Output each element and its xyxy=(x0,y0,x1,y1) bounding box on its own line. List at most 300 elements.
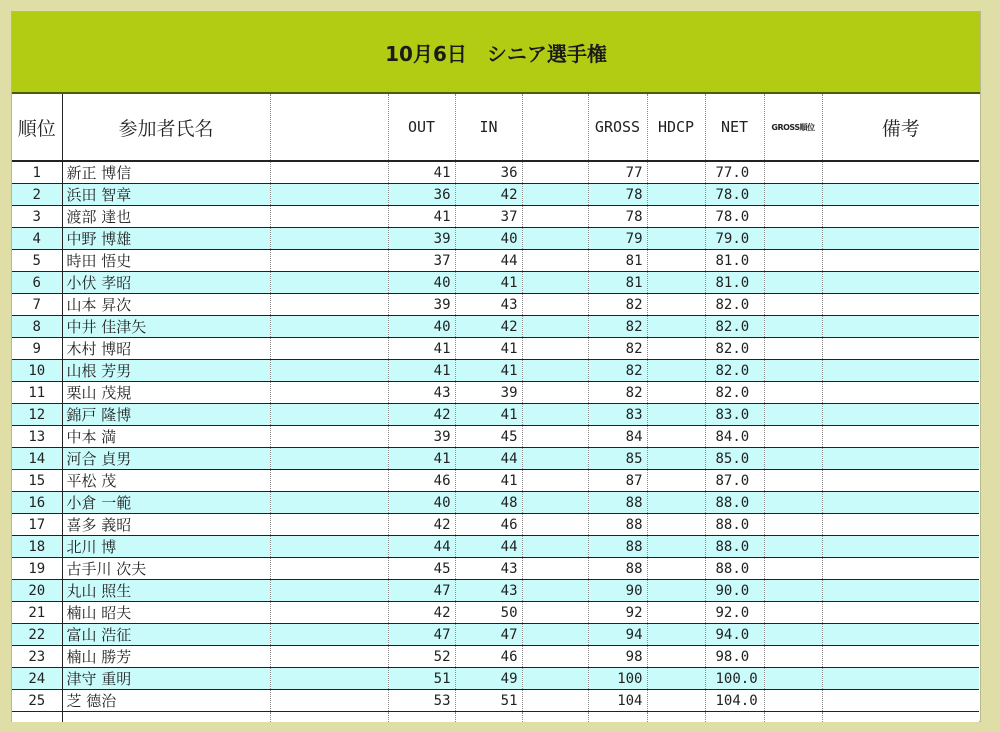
remarks-cell xyxy=(822,624,979,646)
name-cell: 中野 博雄 xyxy=(62,228,270,250)
blank-cell xyxy=(270,536,388,558)
gross-cell: 88 xyxy=(588,492,647,514)
remarks-cell xyxy=(822,602,979,624)
name-cell: 山根 芳男 xyxy=(62,360,270,382)
in-cell: 46 xyxy=(455,514,522,536)
gross-rank-cell xyxy=(764,272,822,294)
hdcp-cell xyxy=(647,470,705,492)
in-cell: 43 xyxy=(455,294,522,316)
rank-cell: 12 xyxy=(12,404,62,426)
net-cell: 78.0 xyxy=(705,184,764,206)
in-cell: 42 xyxy=(455,316,522,338)
gross-cell: 83 xyxy=(588,404,647,426)
in-cell: 46 xyxy=(455,646,522,668)
out-cell: 41 xyxy=(388,161,455,184)
remarks-cell xyxy=(822,514,979,536)
remarks-cell xyxy=(822,316,979,338)
remarks-cell xyxy=(822,294,979,316)
rank-cell: 25 xyxy=(12,690,62,712)
net-cell: 88.0 xyxy=(705,514,764,536)
table-row xyxy=(12,470,979,492)
blank-cell xyxy=(270,646,388,668)
table-row xyxy=(12,382,979,404)
rank-cell: 17 xyxy=(12,514,62,536)
net-cell: 92.0 xyxy=(705,602,764,624)
blank-cell xyxy=(522,536,588,558)
blank-cell xyxy=(270,294,388,316)
gross-cell: 88 xyxy=(588,558,647,580)
remarks-cell xyxy=(822,338,979,360)
name-cell: 楠山 勝芳 xyxy=(62,646,270,668)
gross-cell: 94 xyxy=(588,624,647,646)
gross-cell: 82 xyxy=(588,382,647,404)
remarks-cell xyxy=(822,250,979,272)
blank-cell xyxy=(270,426,388,448)
name-cell: 木村 博昭 xyxy=(62,338,270,360)
table-row xyxy=(12,404,979,426)
header-out: OUT xyxy=(388,94,455,161)
out-cell: 37 xyxy=(388,250,455,272)
net-cell: 94.0 xyxy=(705,624,764,646)
out-cell: 42 xyxy=(388,404,455,426)
in-cell: 41 xyxy=(455,272,522,294)
gross-rank-cell xyxy=(764,184,822,206)
remarks-cell xyxy=(822,382,979,404)
header-rank: 順位 xyxy=(12,94,62,161)
gross-rank-cell xyxy=(764,602,822,624)
name-cell: 渡部 達也 xyxy=(62,206,270,228)
blank-cell xyxy=(270,338,388,360)
hdcp-cell xyxy=(647,382,705,404)
gross-rank-cell xyxy=(764,580,822,602)
in-cell: 41 xyxy=(455,470,522,492)
hdcp-cell xyxy=(647,161,705,184)
blank-cell xyxy=(522,272,588,294)
gross-cell: 82 xyxy=(588,338,647,360)
name-cell: 山本 昇次 xyxy=(62,294,270,316)
gross-rank-cell xyxy=(764,690,822,712)
hdcp-cell xyxy=(647,316,705,338)
gross-rank-cell xyxy=(764,426,822,448)
gross-cell: 104 xyxy=(588,690,647,712)
blank-cell xyxy=(270,382,388,404)
in-cell: 44 xyxy=(455,536,522,558)
table-row xyxy=(12,161,979,184)
remarks-cell xyxy=(822,360,979,382)
header-in: IN xyxy=(455,94,522,161)
out-cell: 41 xyxy=(388,360,455,382)
out-cell: 41 xyxy=(388,338,455,360)
out-cell: 41 xyxy=(388,206,455,228)
gross-cell: 85 xyxy=(588,448,647,470)
table-header-row xyxy=(12,94,979,161)
hdcp-cell xyxy=(647,668,705,690)
gross-rank-cell xyxy=(764,228,822,250)
gross-rank-cell xyxy=(764,558,822,580)
rank-cell: 1 xyxy=(12,161,62,184)
remarks-cell xyxy=(822,161,979,184)
hdcp-cell xyxy=(647,184,705,206)
rank-cell: 7 xyxy=(12,294,62,316)
name-cell: 中井 佳津矢 xyxy=(62,316,270,338)
results-table xyxy=(12,94,979,722)
name-cell: 新正 博信 xyxy=(62,161,270,184)
results-sheet xyxy=(11,11,981,722)
rank-cell: 10 xyxy=(12,360,62,382)
blank-cell xyxy=(522,294,588,316)
remarks-cell xyxy=(822,690,979,712)
remarks-cell xyxy=(822,492,979,514)
net-cell: 88.0 xyxy=(705,558,764,580)
remarks-cell xyxy=(822,536,979,558)
out-cell: 44 xyxy=(388,536,455,558)
gross-cell: 92 xyxy=(588,602,647,624)
blank-cell xyxy=(270,470,388,492)
gross-cell: 82 xyxy=(588,294,647,316)
gross-cell: 82 xyxy=(588,360,647,382)
gross-rank-cell xyxy=(764,338,822,360)
out-cell: 36 xyxy=(388,184,455,206)
rank-cell: 9 xyxy=(12,338,62,360)
in-cell: 41 xyxy=(455,404,522,426)
in-cell: 41 xyxy=(455,360,522,382)
remarks-cell xyxy=(822,184,979,206)
in-cell: 36 xyxy=(455,161,522,184)
blank-cell xyxy=(522,404,588,426)
net-cell: 82.0 xyxy=(705,338,764,360)
gross-rank-cell xyxy=(764,448,822,470)
blank-cell xyxy=(270,161,388,184)
net-cell: 82.0 xyxy=(705,294,764,316)
table-row xyxy=(12,668,979,690)
table-row xyxy=(12,514,979,536)
rank-cell: 11 xyxy=(12,382,62,404)
table-row xyxy=(12,536,979,558)
table-row xyxy=(12,272,979,294)
blank-cell xyxy=(522,206,588,228)
hdcp-cell xyxy=(647,580,705,602)
in-cell: 51 xyxy=(455,690,522,712)
in-cell: 39 xyxy=(455,382,522,404)
table-row xyxy=(12,316,979,338)
hdcp-cell xyxy=(647,602,705,624)
name-cell: 河合 貞男 xyxy=(62,448,270,470)
blank-cell xyxy=(522,470,588,492)
table-row xyxy=(12,338,979,360)
gross-cell: 87 xyxy=(588,470,647,492)
out-cell: 51 xyxy=(388,668,455,690)
header-name: 参加者氏名 xyxy=(62,94,270,161)
out-cell: 53 xyxy=(388,690,455,712)
name-cell: 浜田 智章 xyxy=(62,184,270,206)
header-blank-1 xyxy=(270,94,388,161)
out-cell: 39 xyxy=(388,228,455,250)
in-cell: 40 xyxy=(455,228,522,250)
net-cell: 85.0 xyxy=(705,448,764,470)
name-cell: 芝 德治 xyxy=(62,690,270,712)
gross-rank-cell xyxy=(764,206,822,228)
table-row xyxy=(12,228,979,250)
blank-cell xyxy=(522,668,588,690)
hdcp-cell xyxy=(647,492,705,514)
table-row xyxy=(12,580,979,602)
hdcp-cell xyxy=(647,360,705,382)
net-cell: 90.0 xyxy=(705,580,764,602)
blank-cell xyxy=(522,360,588,382)
header-gross: GROSS xyxy=(588,94,647,161)
hdcp-cell xyxy=(647,624,705,646)
name-cell: 小伏 孝昭 xyxy=(62,272,270,294)
hdcp-cell xyxy=(647,448,705,470)
gross-cell: 78 xyxy=(588,206,647,228)
out-cell: 39 xyxy=(388,294,455,316)
rank-cell: 16 xyxy=(12,492,62,514)
header-hdcp: HDCP xyxy=(647,94,705,161)
table-row xyxy=(12,690,979,712)
page-title: 10月6日 シニア選手権 xyxy=(12,12,980,94)
out-cell: 40 xyxy=(388,316,455,338)
net-cell: 83.0 xyxy=(705,404,764,426)
blank-cell xyxy=(522,426,588,448)
hdcp-cell xyxy=(647,228,705,250)
net-cell: 79.0 xyxy=(705,228,764,250)
table-row xyxy=(12,294,979,316)
gross-rank-cell xyxy=(764,646,822,668)
net-cell: 98.0 xyxy=(705,646,764,668)
gross-rank-cell xyxy=(764,404,822,426)
blank-cell xyxy=(270,514,388,536)
net-cell: 100.0 xyxy=(705,668,764,690)
blank-cell xyxy=(522,492,588,514)
blank-cell xyxy=(270,360,388,382)
blank-cell xyxy=(270,228,388,250)
rank-cell: 5 xyxy=(12,250,62,272)
gross-rank-cell xyxy=(764,624,822,646)
gross-rank-cell xyxy=(764,536,822,558)
name-cell: 時田 悟史 xyxy=(62,250,270,272)
blank-cell xyxy=(522,448,588,470)
table-row xyxy=(12,206,979,228)
header-net: NET xyxy=(705,94,764,161)
remarks-cell xyxy=(822,404,979,426)
remarks-cell xyxy=(822,426,979,448)
in-cell: 44 xyxy=(455,448,522,470)
name-cell: 富山 浩征 xyxy=(62,624,270,646)
blank-cell xyxy=(270,558,388,580)
remarks-cell xyxy=(822,668,979,690)
blank-cell xyxy=(522,646,588,668)
gross-cell: 77 xyxy=(588,161,647,184)
net-cell: 78.0 xyxy=(705,206,764,228)
net-cell: 88.0 xyxy=(705,492,764,514)
table-footer-spacer xyxy=(12,712,979,722)
hdcp-cell xyxy=(647,536,705,558)
in-cell: 45 xyxy=(455,426,522,448)
gross-rank-cell xyxy=(764,250,822,272)
net-cell: 77.0 xyxy=(705,161,764,184)
gross-cell: 98 xyxy=(588,646,647,668)
table-row xyxy=(12,184,979,206)
in-cell: 50 xyxy=(455,602,522,624)
remarks-cell xyxy=(822,558,979,580)
name-cell: 錦戸 隆博 xyxy=(62,404,270,426)
in-cell: 43 xyxy=(455,558,522,580)
remarks-cell xyxy=(822,646,979,668)
out-cell: 47 xyxy=(388,624,455,646)
gross-rank-cell xyxy=(764,492,822,514)
blank-cell xyxy=(522,382,588,404)
name-cell: 北川 博 xyxy=(62,536,270,558)
gross-cell: 88 xyxy=(588,514,647,536)
gross-cell: 100 xyxy=(588,668,647,690)
hdcp-cell xyxy=(647,338,705,360)
hdcp-cell xyxy=(647,404,705,426)
gross-cell: 78 xyxy=(588,184,647,206)
rank-cell: 2 xyxy=(12,184,62,206)
blank-cell xyxy=(270,602,388,624)
name-cell: 楠山 昭夫 xyxy=(62,602,270,624)
gross-rank-cell xyxy=(764,360,822,382)
table-row xyxy=(12,624,979,646)
rank-cell: 23 xyxy=(12,646,62,668)
blank-cell xyxy=(270,272,388,294)
header-remarks: 備考 xyxy=(822,94,979,161)
header-blank-2 xyxy=(522,94,588,161)
rank-cell: 15 xyxy=(12,470,62,492)
blank-cell xyxy=(522,580,588,602)
table-row xyxy=(12,646,979,668)
gross-rank-cell xyxy=(764,382,822,404)
name-cell: 中本 満 xyxy=(62,426,270,448)
blank-cell xyxy=(270,580,388,602)
blank-cell xyxy=(522,558,588,580)
net-cell: 82.0 xyxy=(705,360,764,382)
in-cell: 41 xyxy=(455,338,522,360)
hdcp-cell xyxy=(647,250,705,272)
remarks-cell xyxy=(822,580,979,602)
hdcp-cell xyxy=(647,272,705,294)
remarks-cell xyxy=(822,206,979,228)
out-cell: 46 xyxy=(388,470,455,492)
net-cell: 82.0 xyxy=(705,382,764,404)
out-cell: 42 xyxy=(388,514,455,536)
hdcp-cell xyxy=(647,206,705,228)
gross-rank-cell xyxy=(764,668,822,690)
net-cell: 87.0 xyxy=(705,470,764,492)
gross-rank-cell xyxy=(764,470,822,492)
table-row xyxy=(12,558,979,580)
header-gross-rank: GROSS順位 xyxy=(764,94,822,161)
gross-cell: 81 xyxy=(588,272,647,294)
gross-cell: 81 xyxy=(588,250,647,272)
blank-cell xyxy=(522,161,588,184)
blank-cell xyxy=(270,690,388,712)
blank-cell xyxy=(522,514,588,536)
remarks-cell xyxy=(822,448,979,470)
name-cell: 平松 茂 xyxy=(62,470,270,492)
hdcp-cell xyxy=(647,294,705,316)
name-cell: 丸山 照生 xyxy=(62,580,270,602)
blank-cell xyxy=(270,624,388,646)
blank-cell xyxy=(270,448,388,470)
rank-cell: 6 xyxy=(12,272,62,294)
blank-cell xyxy=(522,602,588,624)
rank-cell: 13 xyxy=(12,426,62,448)
remarks-cell xyxy=(822,470,979,492)
gross-rank-cell xyxy=(764,294,822,316)
gross-cell: 88 xyxy=(588,536,647,558)
blank-cell xyxy=(522,338,588,360)
blank-cell xyxy=(270,404,388,426)
rank-cell: 4 xyxy=(12,228,62,250)
rank-cell: 14 xyxy=(12,448,62,470)
net-cell: 81.0 xyxy=(705,272,764,294)
blank-cell xyxy=(270,492,388,514)
gross-rank-cell xyxy=(764,316,822,338)
in-cell: 44 xyxy=(455,250,522,272)
hdcp-cell xyxy=(647,690,705,712)
blank-cell xyxy=(270,184,388,206)
out-cell: 40 xyxy=(388,272,455,294)
in-cell: 37 xyxy=(455,206,522,228)
gross-rank-cell xyxy=(764,161,822,184)
in-cell: 42 xyxy=(455,184,522,206)
hdcp-cell xyxy=(647,646,705,668)
out-cell: 45 xyxy=(388,558,455,580)
hdcp-cell xyxy=(647,558,705,580)
hdcp-cell xyxy=(647,514,705,536)
rank-cell: 20 xyxy=(12,580,62,602)
in-cell: 48 xyxy=(455,492,522,514)
rank-cell: 22 xyxy=(12,624,62,646)
out-cell: 47 xyxy=(388,580,455,602)
rank-cell: 24 xyxy=(12,668,62,690)
net-cell: 81.0 xyxy=(705,250,764,272)
blank-cell xyxy=(270,316,388,338)
blank-cell xyxy=(522,184,588,206)
net-cell: 82.0 xyxy=(705,316,764,338)
name-cell: 喜多 義昭 xyxy=(62,514,270,536)
remarks-cell xyxy=(822,228,979,250)
rank-cell: 18 xyxy=(12,536,62,558)
table-row xyxy=(12,448,979,470)
rank-cell: 8 xyxy=(12,316,62,338)
name-cell: 津守 重明 xyxy=(62,668,270,690)
name-cell: 栗山 茂規 xyxy=(62,382,270,404)
remarks-cell xyxy=(822,272,979,294)
net-cell: 88.0 xyxy=(705,536,764,558)
table-row xyxy=(12,250,979,272)
blank-cell xyxy=(522,316,588,338)
gross-cell: 84 xyxy=(588,426,647,448)
blank-cell xyxy=(522,624,588,646)
table-row xyxy=(12,492,979,514)
out-cell: 43 xyxy=(388,382,455,404)
net-cell: 84.0 xyxy=(705,426,764,448)
rank-cell: 3 xyxy=(12,206,62,228)
blank-cell xyxy=(522,690,588,712)
net-cell: 104.0 xyxy=(705,690,764,712)
in-cell: 43 xyxy=(455,580,522,602)
gross-cell: 90 xyxy=(588,580,647,602)
gross-cell: 82 xyxy=(588,316,647,338)
in-cell: 47 xyxy=(455,624,522,646)
blank-cell xyxy=(270,206,388,228)
blank-cell xyxy=(522,250,588,272)
out-cell: 41 xyxy=(388,448,455,470)
gross-cell: 79 xyxy=(588,228,647,250)
name-cell: 小倉 一範 xyxy=(62,492,270,514)
